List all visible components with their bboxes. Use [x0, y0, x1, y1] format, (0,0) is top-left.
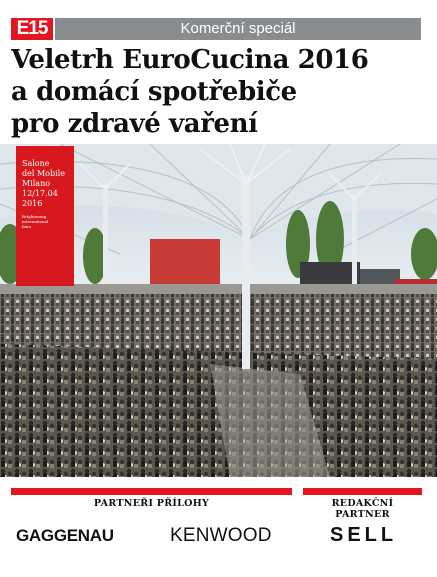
- trade-fair-photo: [0, 144, 437, 477]
- trade-fair-photo-illustration: [0, 144, 437, 477]
- headline-line: pro zdravé vaření: [11, 109, 258, 139]
- banner-small-line: fairs: [22, 224, 32, 229]
- headline-line: a domácí spotřebiče: [11, 77, 297, 107]
- section-kicker: Komerční speciál: [55, 18, 421, 40]
- banner-line: Salone: [22, 159, 50, 168]
- banner-line: del Mobile: [22, 169, 65, 178]
- partners-label: PARTNEŘI PŘÍLOHY: [93, 498, 210, 509]
- partners-rule: [11, 488, 292, 495]
- editorial-rule: [303, 488, 422, 495]
- e15-logo: E15: [11, 18, 53, 40]
- headline-line: Veletrh EuroCucina 2016: [11, 45, 369, 75]
- banner-small-line: international: [22, 219, 49, 224]
- editorial-partner-label: REDAKČNÍ PARTNER: [331, 498, 394, 520]
- banner-line: Milano: [22, 179, 51, 188]
- banner-line: 2016: [22, 199, 43, 208]
- gaggenau-logo: GAGGENAU: [16, 526, 114, 545]
- kenwood-logo: KENWOOD: [170, 525, 272, 546]
- sell-logo: SELL: [330, 524, 398, 546]
- banner-line: 12/17.04: [22, 189, 58, 198]
- headline: [11, 44, 431, 140]
- banner-small-line: Brightening: [22, 214, 47, 219]
- header-bar: [11, 18, 421, 40]
